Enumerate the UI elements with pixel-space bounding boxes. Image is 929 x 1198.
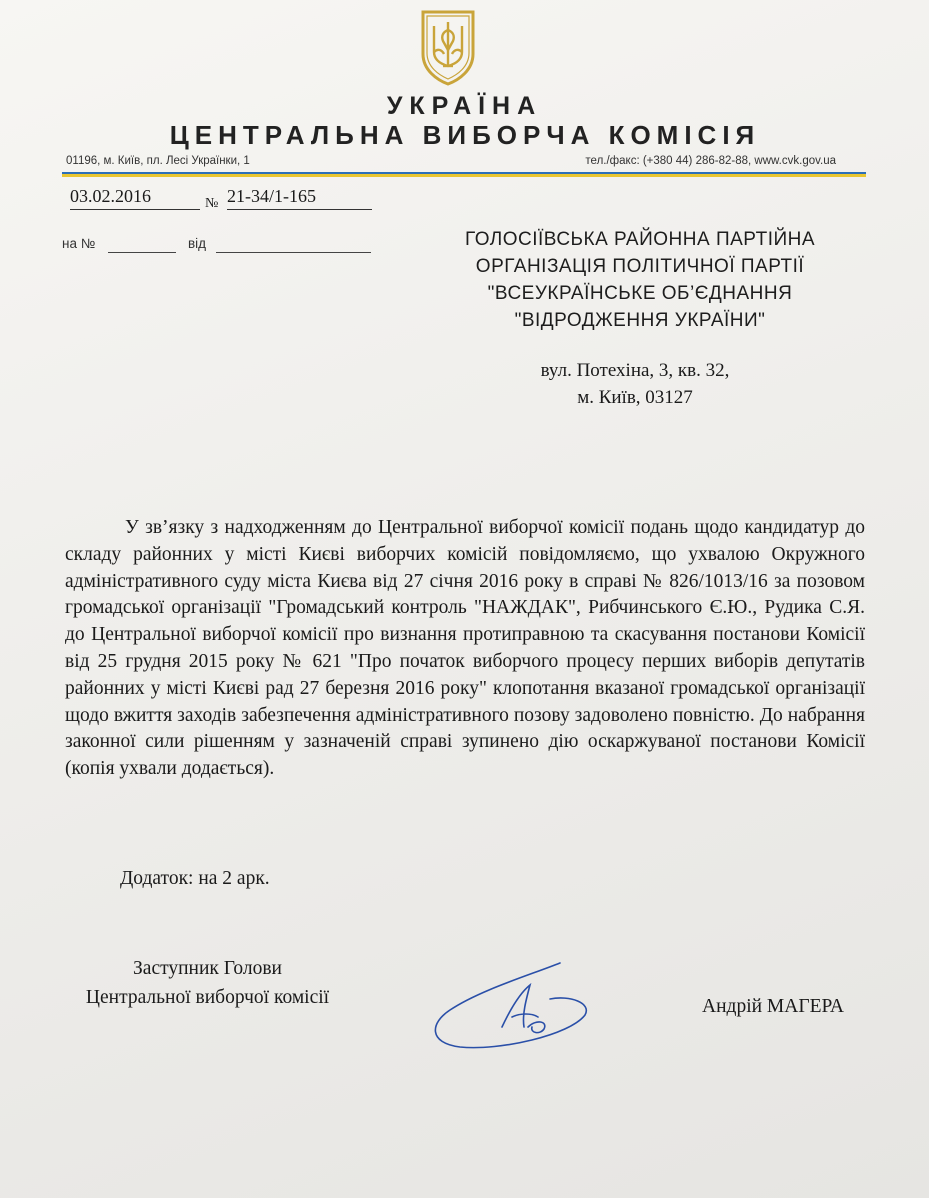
signer-title [50,954,365,1012]
recipient-block [420,226,860,334]
recipient-line: ОРГАНІЗАЦІЯ ПОЛІТИЧНОЇ ПАРТІЇ [475,256,805,277]
recipient-line: ГОЛОСІЇВСЬКА РАЙОННА ПАРТІЙНА [464,229,816,250]
organization-contacts: тел./факс: (+380 44) 286-82-88, www.cvk.gov.ua [585,155,836,167]
recipient-line: "ВСЕУКРАЇНСЬКЕ ОБ’ЄДНАННЯ [487,283,793,304]
outgoing-date: 03.02.2016 [70,186,200,210]
recipient-address-line: вул. Потехіна, 3, кв. 32, [540,360,730,381]
recipient-address-line: м. Київ, 03127 [577,387,693,408]
trident-coat-of-arms-icon [419,8,477,86]
recipient-address [470,357,800,411]
letter-body-paragraph: У зв’язку з надходженням до Центральної виборчої комісії подань щодо кандидатур до складу районних у місті Києві виборчих комісій повідомляємо, що ухвалою Окружного адміністративного суду міста Києва від 27 січня 2016 року в справі № 826/1013/16 за позовом громадської організації "Громадський контроль "НАЖДАК", Рибчинського Є.Ю., Рудика С.Я. до Центральної виборчої комісії про визнання протиправною та скасування постанови Комісії від 25 грудня 2015 року № 621 "Про початок виборчого процесу перших виборів депутатів районних у місті Києві рад 27 березня 2016 року" клопотання вказаної громадської організації щодо вжиття заходів забезпечення адміністративного позову задоволено повністю. До набрання законної сили рішенням у зазначеній справі зупинено дію оскаржуваної постанови Комісії (копія ухвали додається). [65,517,865,780]
handwritten-signature [420,955,590,1055]
outgoing-number: 21-34/1-165 [227,186,372,210]
signer-title-line: Заступник Голови [133,958,282,979]
outgoing-number-label: № [205,196,219,211]
reference-date-line [216,252,371,253]
signer-name: Андрій МАГЕРА [702,996,844,1017]
header-flag-divider [62,172,866,177]
recipient-line: "ВІДРОДЖЕННЯ УКРАЇНИ" [514,310,766,331]
attachment-note: Додаток: на 2 арк. [120,868,270,889]
reference-number-line [108,252,176,253]
signer-title-line: Центральної виборчої комісії [85,987,330,1008]
organization-heading: ЦЕНТРАЛЬНА ВИБОРЧА КОМІСІЯ [169,120,761,150]
organization-address: 01196, м. Київ, пл. Лесі Українки, 1 [66,155,250,167]
reference-date-label: від [188,236,207,251]
country-heading: УКРАЇНА [386,92,543,120]
reference-number-label: на № [62,236,96,251]
